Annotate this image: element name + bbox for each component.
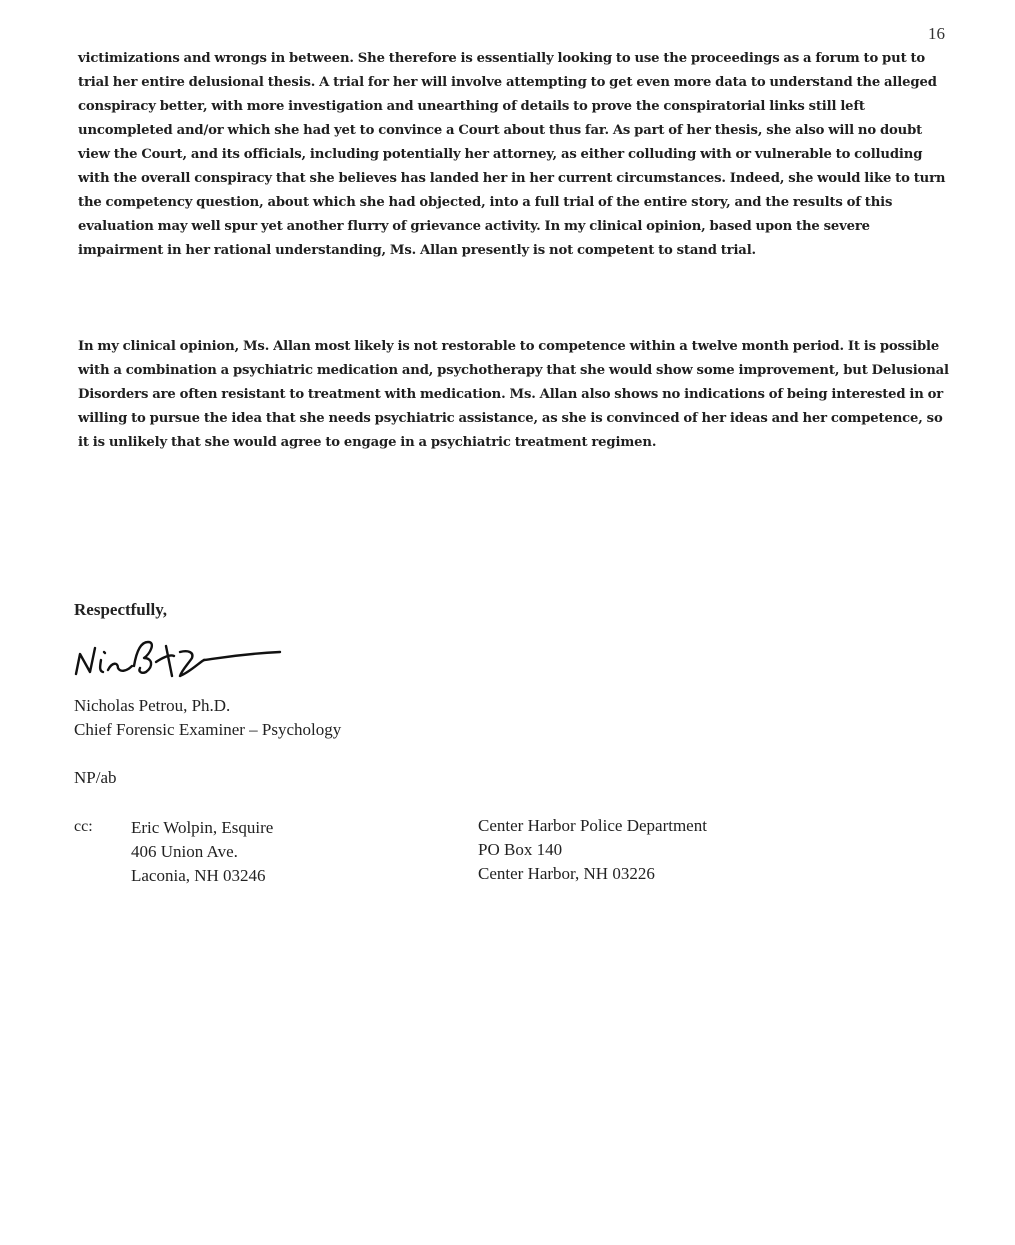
cc-recipient-name: Center Harbor Police Department: [478, 816, 707, 835]
cc-recipient-address-line: 406 Union Ave.: [131, 842, 238, 861]
cc-recipient-name: Eric Wolpin, Esquire: [131, 818, 274, 837]
cc-recipient-address-line: PO Box 140: [478, 840, 563, 859]
page-number: 16: [928, 24, 945, 43]
cc-recipient-wolpin: [131, 816, 273, 888]
cc-label: cc:: [74, 818, 93, 835]
cc-recipient-police: [478, 814, 707, 886]
signer-title: Chief Forensic Examiner – Psychology: [74, 720, 342, 739]
body-paragraph-2: In my clinical opinion, Ms. Allan most likely is not restorable to competence within a twelve month period. It is possible with a combination a psychiatric medication and, psychotherapy that she would show some improvement, but Delusional Disorders are often resistant to treatment with medication. Ms. Allan also shows no indications of being interested in or willing to pursue the idea that she needs psychiatric assistance, as she is convinced of her ideas and her competence, so it is unlikely that she would agree to engage in a psychiatric treatment regimen.: [78, 339, 949, 450]
closing-salutation: Respectfully,: [74, 600, 168, 619]
cc-recipient-address-line: Laconia, NH 03246: [131, 866, 266, 885]
signer-name: Nicholas Petrou, Ph.D.: [74, 696, 231, 715]
typist-initials: NP/ab: [74, 768, 117, 787]
body-paragraph-1: victimizations and wrongs in between. She therefore is essentially looking to use the proceedings as a forum to put to trial her entire delusional thesis. A trial for her will involve attempting to get even more data to understand the alleged conspiracy better, with more investigation and unearthing of details to prove the conspiratorial links still left uncompleted and/or which she had yet to convince a Court about thus far. As part of her thesis, she also will no doubt view the Court, and its officials, including potentially her attorney, as either colluding with or vulnerable to colluding with the overall conspiracy that she believes has landed her in her current circumstances. Indeed, she would like to turn the competency question, about which she had objected, into a full trial of the entire story, and the results of this evaluation may well spur yet another flurry of grievance activity. In my clinical opinion, based upon the severe impairment in her rational understanding, Ms. Allan presently is not competent to stand trial.: [78, 51, 946, 258]
signature-icon: [70, 632, 300, 688]
signer-block: [74, 694, 341, 742]
cc-recipient-address-line: Center Harbor, NH 03226: [478, 864, 655, 883]
